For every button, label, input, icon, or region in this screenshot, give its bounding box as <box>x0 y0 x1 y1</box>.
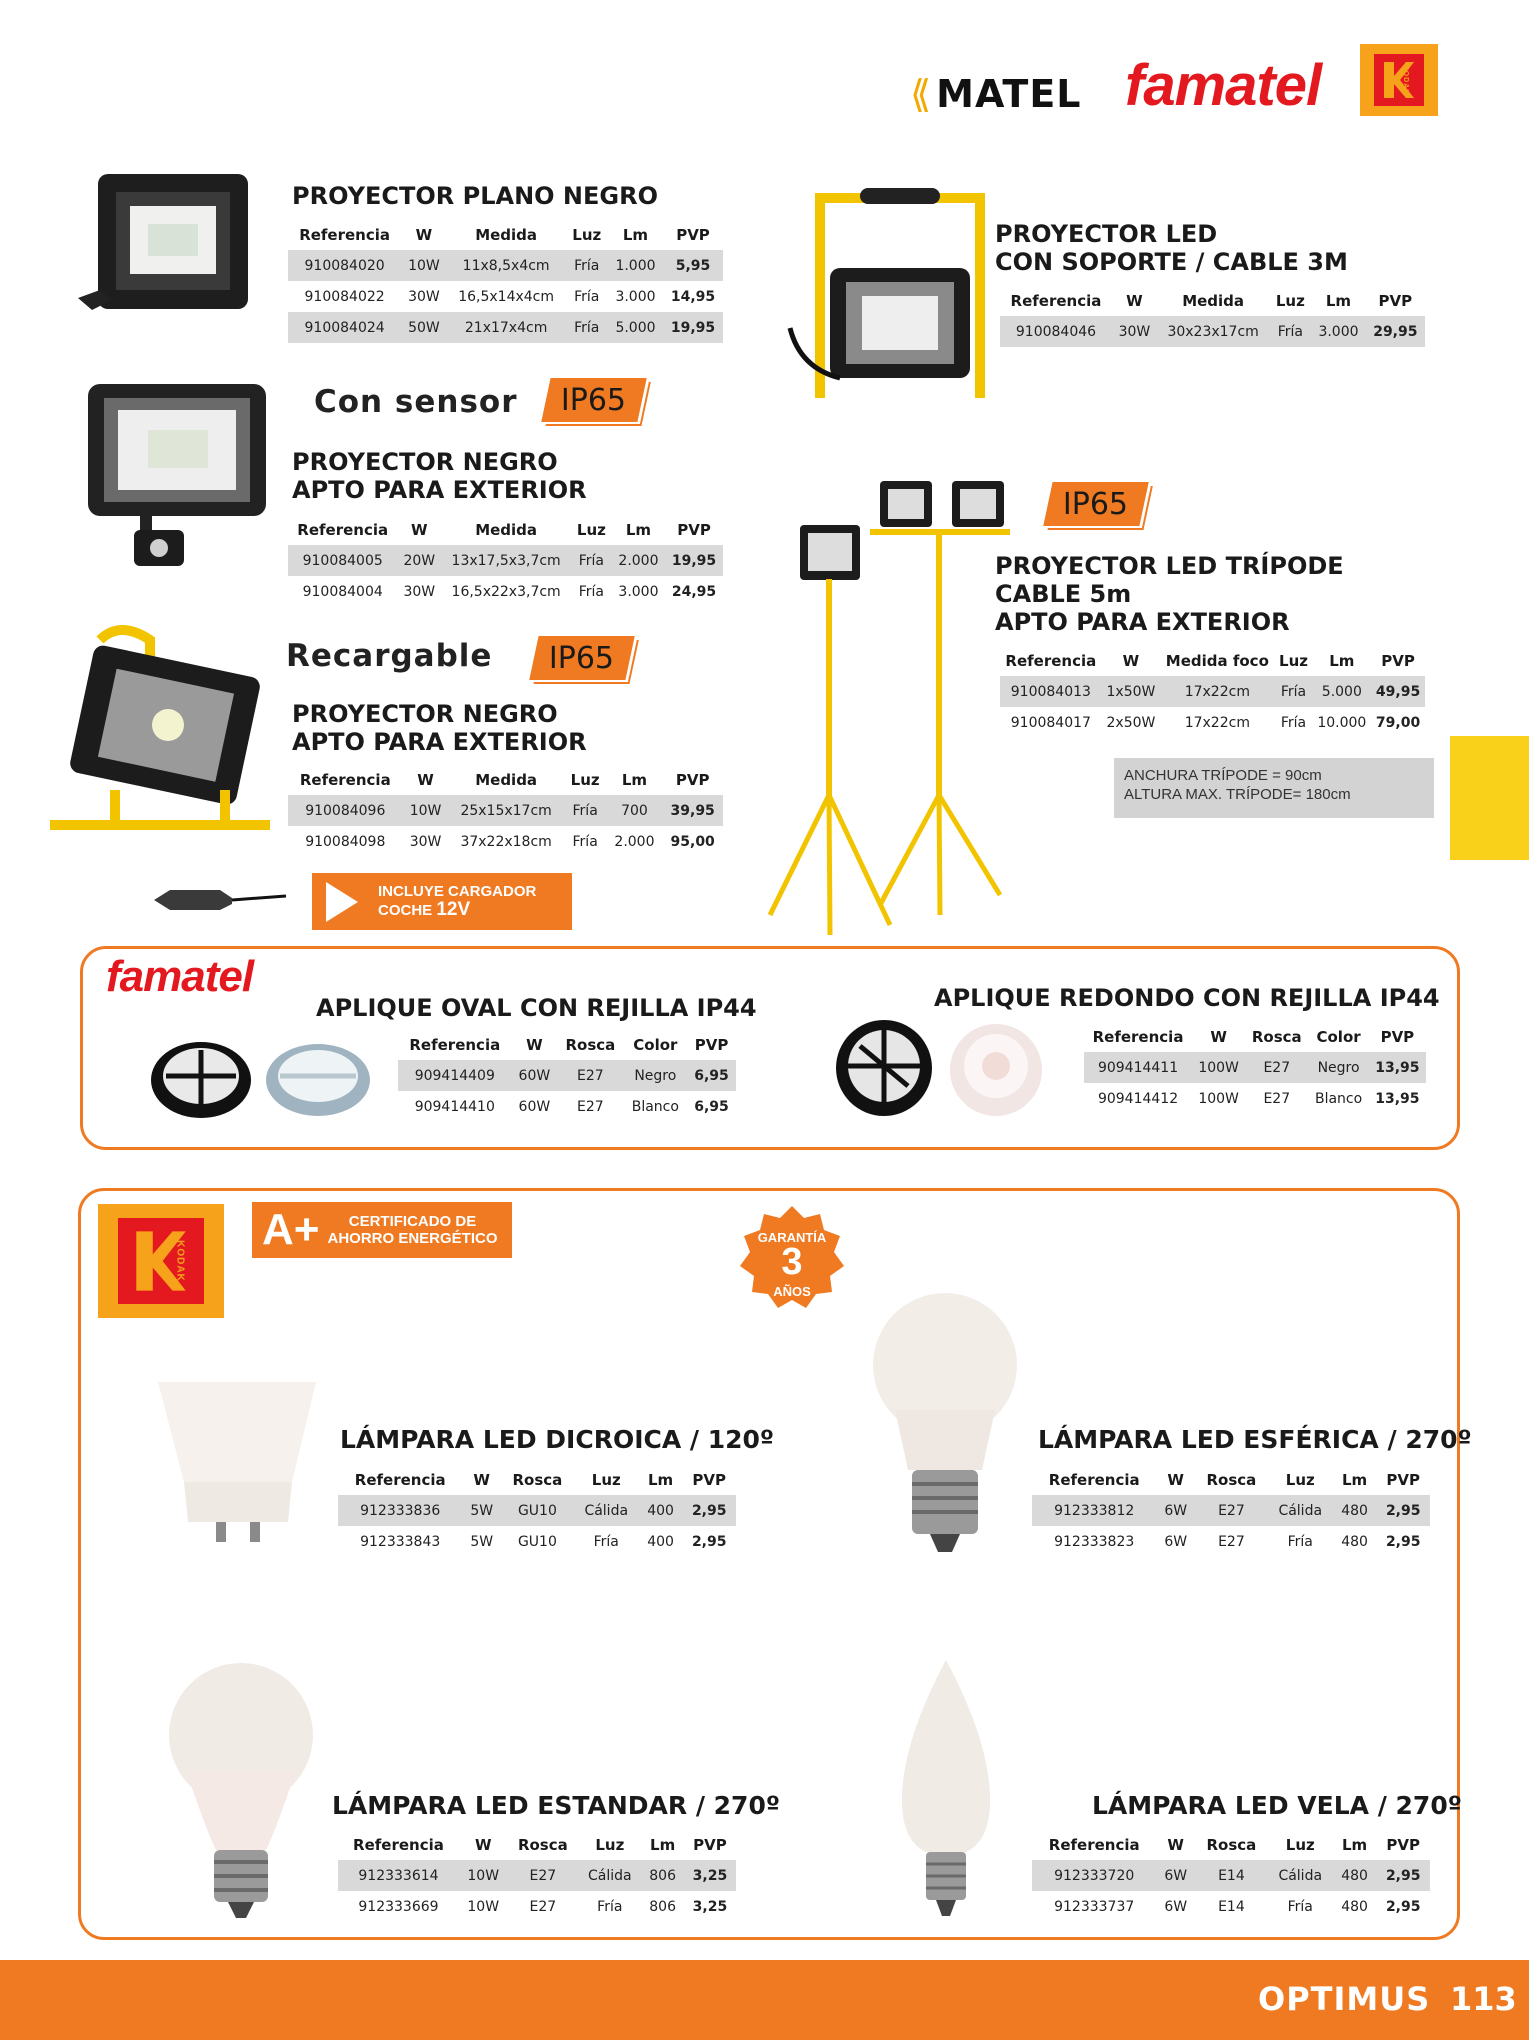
proyector-plano-table <box>288 220 723 343</box>
table-row: 912333836 5W GU10 Cálida 400 2,95 <box>338 1495 736 1526</box>
table-header-row: Referencia W Rosca Color PVP <box>1092 1028 1415 1046</box>
table-row: 910084098 30W 37x22x18cm Fría 2.000 95,00 <box>305 833 715 850</box>
recargable-label: Recargable <box>286 638 493 674</box>
kodak-k-icon: KODAK <box>118 1218 204 1304</box>
tripode-info-box: ANCHURA TRÍPODE = 90cm ALTURA MAX. TRÍPODE= 180cm <box>1114 758 1434 818</box>
table-header-row: Referencia W Rosca Luz Lm PVP <box>353 1836 727 1854</box>
table-row: 912333823 6W E27 Fría 480 2,95 <box>1054 1533 1421 1550</box>
table-header-row: Referencia W Rosca Luz Lm PVP <box>1048 1836 1421 1854</box>
table-row: 912333843 5W GU10 Fría 400 2,95 <box>360 1533 727 1550</box>
table-row: 912333812 6W E27 Cálida 480 2,95 <box>1032 1495 1430 1526</box>
proyector-plano-image <box>72 170 262 320</box>
proyector-tripode-table <box>1000 646 1425 738</box>
section-side-tab <box>1450 736 1529 860</box>
aplique-oval-table <box>398 1030 736 1122</box>
ip65-badge: IP65 <box>529 636 634 680</box>
matel-logo: ⟪ MATEL <box>910 72 1082 116</box>
optimus-logo: OPTIMUS <box>1258 1980 1431 2018</box>
table-row: 910084017 2x50W 17x22cm Fría 10.000 79,00 <box>1010 714 1421 731</box>
kodak-logo <box>1360 44 1438 116</box>
table-row: 909414410 60W E27 Blanco 6,95 <box>414 1098 729 1115</box>
lampara-esferica-title: LÁMPARA LED ESFÉRICA / 270º <box>1038 1425 1472 1454</box>
page-number: 113 <box>1450 1980 1517 2018</box>
lampara-estandar-image <box>166 1660 316 1922</box>
proyector-tripode-image <box>760 475 1020 935</box>
table-header-row: Referencia W Medida Luz Lm PVP <box>299 226 710 244</box>
table-header-row: Referencia W Rosca Color PVP <box>409 1036 729 1054</box>
lampara-estandar-table <box>338 1830 736 1922</box>
table-row: 910084020 10W 11x8,5x4cm Fría 1.000 5,95 <box>288 250 723 281</box>
table-row: 909414409 60W E27 Negro 6,95 <box>398 1060 736 1091</box>
ip65-badge: IP65 <box>1043 482 1148 526</box>
lampara-dicroica-table <box>338 1465 736 1557</box>
proyector-soporte-image <box>780 178 1010 408</box>
proyector-recargable-title: PROYECTOR NEGRO APTO PARA EXTERIOR <box>292 700 587 756</box>
proyector-soporte-title: PROYECTOR LED CON SOPORTE / CABLE 3M <box>995 220 1348 276</box>
lampara-vela-title: LÁMPARA LED VELA / 270º <box>1092 1791 1462 1820</box>
lampara-estandar-title: LÁMPARA LED ESTANDAR / 270º <box>332 1791 780 1820</box>
proyector-sensor-title: PROYECTOR NEGRO APTO PARA EXTERIOR <box>292 448 587 504</box>
table-row: 910084096 10W 25x15x17cm Fría 700 39,95 <box>288 795 723 826</box>
aplique-redondo-image <box>832 1018 1052 1118</box>
table-row: 910084046 30W 30x23x17cm Fría 3.000 29,95 <box>1000 316 1425 347</box>
car-charger-image <box>150 880 290 920</box>
kodak-section-logo <box>98 1204 224 1318</box>
table-header-row: Referencia W Medida Luz Lm PVP <box>1010 292 1413 310</box>
table-row: 910084022 30W 16,5x14x4cm Fría 3.000 14,95 <box>304 288 716 305</box>
ip65-badge: IP65 <box>541 378 646 422</box>
proyector-plano-title: PROYECTOR PLANO NEGRO <box>292 182 658 210</box>
proyector-sensor-image <box>84 380 274 570</box>
table-row: 909414411 100W E27 Negro 13,95 <box>1084 1052 1426 1083</box>
lampara-dicroica-title: LÁMPARA LED DICROICA / 120º <box>340 1425 775 1454</box>
table-row: 909414412 100W E27 Blanco 13,95 <box>1097 1090 1420 1107</box>
aplique-oval-image <box>146 1032 376 1124</box>
table-header-row: Referencia W Medida Luz Lm PVP <box>299 771 710 789</box>
aplique-redondo-table <box>1084 1022 1426 1114</box>
garantia-seal: GARANTÍA 3 AÑOS <box>740 1206 844 1310</box>
aplique-oval-title: APLIQUE OVAL CON REJILLA IP44 <box>316 994 757 1022</box>
proyector-sensor-table <box>288 515 723 607</box>
play-triangle-icon <box>326 882 358 922</box>
table-row: 910084005 20W 13x17,5x3,7cm Fría 2.000 19,95 <box>288 545 723 576</box>
incluye-cargador-banner: INCLUYE CARGADOR COCHE 12V <box>312 873 572 930</box>
proyector-recargable-table <box>288 765 723 857</box>
proyector-recargable-image <box>40 620 280 850</box>
aplique-redondo-title: APLIQUE REDONDO CON REJILLA IP44 <box>934 984 1440 1012</box>
famatel-section-logo: famatel <box>106 952 254 1001</box>
lampara-esferica-image <box>870 1290 1020 1558</box>
table-row: 910084004 30W 16,5x22x3,7cm Fría 3.000 24,95 <box>302 583 717 600</box>
proyector-tripode-title: PROYECTOR LED TRÍPODE CABLE 5m APTO PARA EXTERIOR <box>995 552 1344 636</box>
table-header-row: Referencia W Rosca Luz Lm PVP <box>354 1471 727 1489</box>
lampara-vela-table <box>1032 1830 1430 1922</box>
table-header-row: Referencia W Medida foco Luz Lm PVP <box>1005 652 1415 670</box>
table-row: 910084024 50W 21x17x4cm Fría 5.000 19,95 <box>288 312 723 343</box>
con-sensor-label: Con sensor <box>314 384 518 420</box>
proyector-soporte-table <box>1000 286 1425 347</box>
table-header-row: Referencia W Medida Luz Lm PVP <box>297 521 711 539</box>
lampara-vela-image <box>896 1656 996 1922</box>
table-header-row: Referencia W Rosca Luz Lm PVP <box>1048 1471 1421 1489</box>
table-row: 910084013 1x50W 17x22cm Fría 5.000 49,95 <box>1000 676 1425 707</box>
famatel-logo: famatel <box>1125 53 1322 118</box>
table-row: 912333614 10W E27 Cálida 806 3,25 <box>338 1860 736 1891</box>
table-row: 912333737 6W E14 Fría 480 2,95 <box>1054 1898 1421 1915</box>
lampara-dicroica-image <box>156 1372 320 1562</box>
table-row: 912333669 10W E27 Fría 806 3,25 <box>358 1898 728 1915</box>
kodak-k-icon: KODAK <box>1374 54 1424 106</box>
table-row: 912333720 6W E14 Cálida 480 2,95 <box>1032 1860 1430 1891</box>
matel-chevron-icon: ⟪ <box>910 72 933 116</box>
lampara-esferica-table <box>1032 1465 1430 1557</box>
certificado-ahorro-banner: A+ CERTIFICADO DE AHORRO ENERGÉTICO <box>252 1202 512 1258</box>
